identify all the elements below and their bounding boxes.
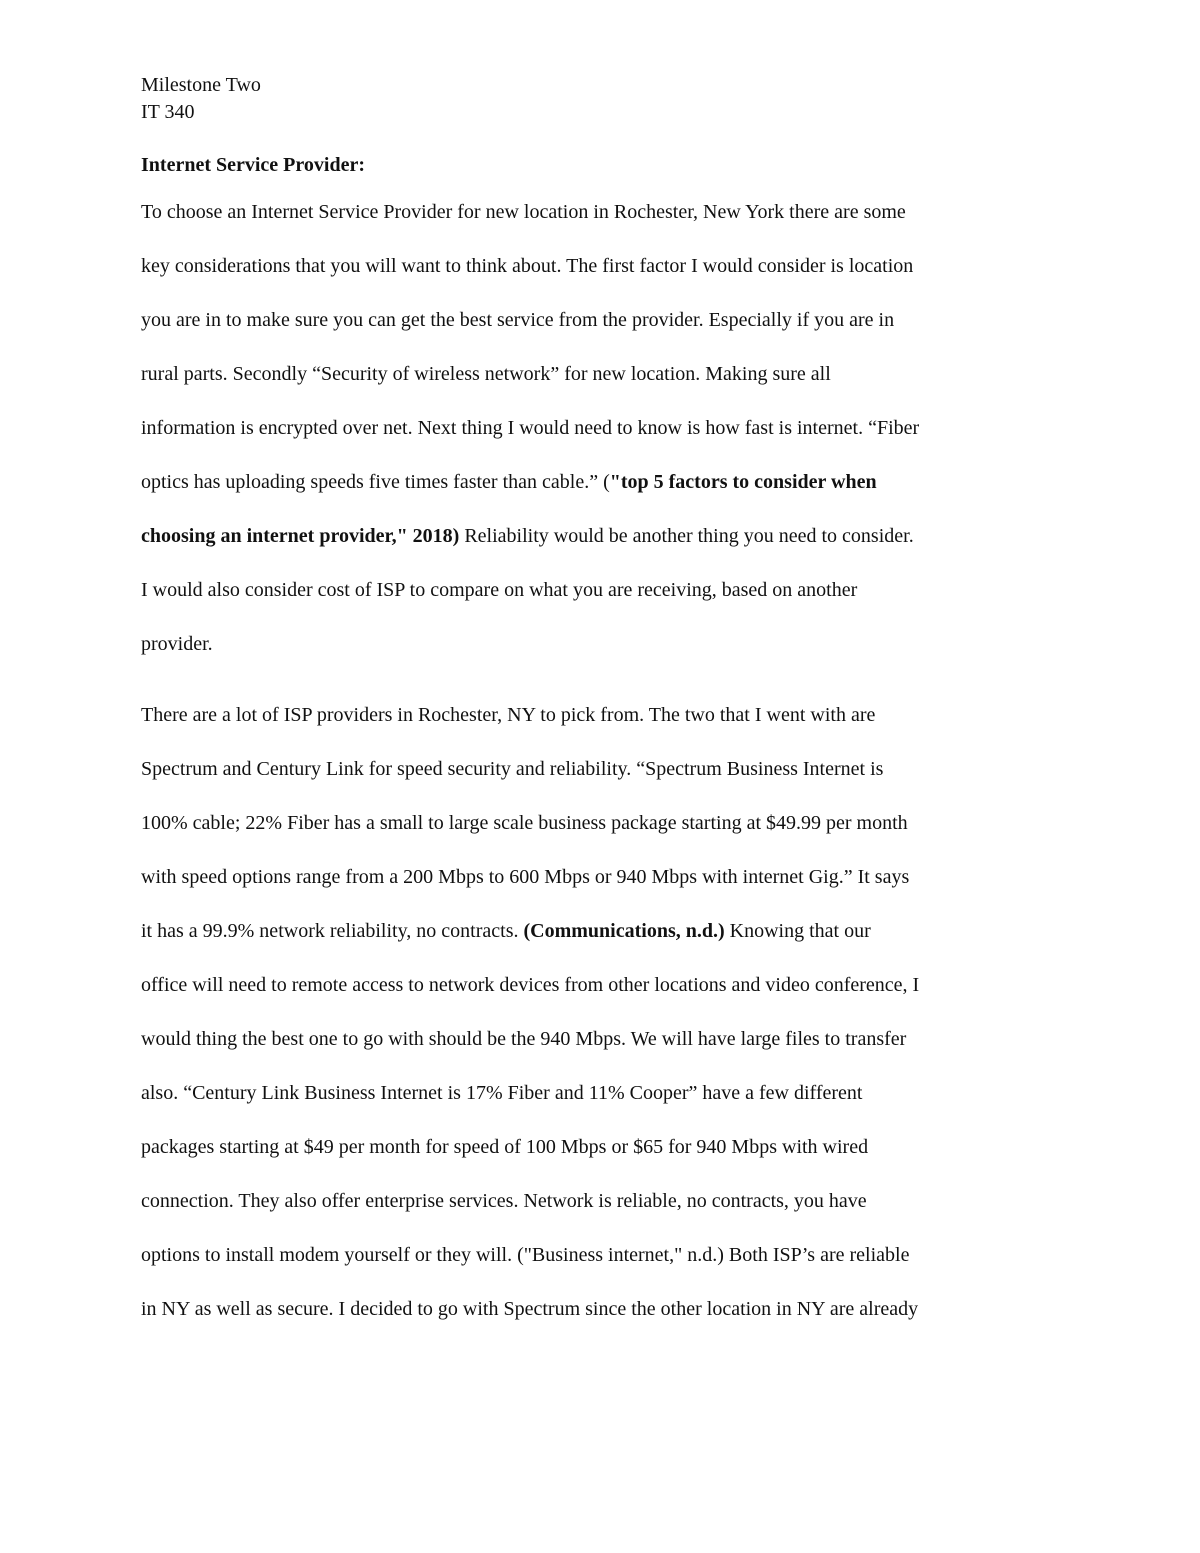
body-text-segment: rural parts. Secondly “Security of wireless network” for new location. Making sure all [141, 363, 831, 385]
text-line [141, 200, 906, 224]
text-line [141, 973, 919, 997]
text-line [141, 811, 908, 835]
text-line [141, 578, 857, 602]
text-line [141, 1189, 867, 1213]
body-text-segment: 100% cable; 22% Fiber has a small to large scale business package starting at $49.99 per month [141, 812, 908, 834]
text-line [141, 865, 909, 889]
text-line [141, 524, 914, 548]
body-text-segment: also. “Century Link Business Internet is 17% Fiber and 11% Cooper” have a few different [141, 1082, 863, 1104]
body-text-segment: Reliability would be another thing you need to consider. [459, 525, 914, 547]
text-line [141, 1081, 862, 1105]
body-text-segment: with speed options range from a 200 Mbps to 600 Mbps or 940 Mbps with internet Gig.” It says [141, 866, 910, 888]
body-text-segment: it has a 99.9% network reliability, no contracts. [141, 920, 524, 942]
text-line [141, 1027, 906, 1051]
body-text-segment: packages starting at $49 per month for speed of 100 Mbps or $65 for 940 Mbps with wired [141, 1136, 869, 1158]
text-line [141, 1297, 918, 1321]
body-text-segment: I would also consider cost of ISP to compare on what you are receiving, based on another [141, 579, 858, 601]
text-line [141, 757, 883, 781]
section-heading: Internet Service Provider: [141, 154, 365, 176]
text-line [141, 632, 213, 656]
body-text-segment: provider. [141, 633, 213, 655]
body-text-segment: key considerations that you will want to think about. The first factor I would consider is location [141, 255, 914, 277]
citation-text: "top 5 factors to consider when [609, 471, 877, 493]
body-text-segment: would thing the best one to go with should be the 940 Mbps. We will have large files to transfer [141, 1028, 907, 1050]
text-line [141, 703, 875, 727]
body-text-segment: There are a lot of ISP providers in Rochester, NY to pick from. The two that I went with are [141, 704, 876, 726]
text-line [141, 1243, 909, 1267]
body-text-segment: in NY as well as secure. I decided to go with Spectrum since the other location in NY are already [141, 1298, 919, 1320]
text-line [141, 1135, 868, 1159]
text-line [141, 919, 871, 943]
text-line [141, 470, 877, 494]
body-text-segment: information is encrypted over net. Next thing I would need to know is how fast is internet. “Fiber [141, 417, 920, 439]
text-line [141, 362, 831, 386]
citation-text: choosing an internet provider," 2018) [141, 525, 460, 547]
body-text-segment: Knowing that our [724, 920, 871, 942]
document-title: Milestone Two [141, 74, 261, 96]
body-text-segment: connection. They also offer enterprise services. Network is reliable, no contracts, you have [141, 1190, 867, 1212]
citation-text: (Communications, n.d.) [523, 920, 725, 942]
body-text-segment: you are in to make sure you can get the best service from the provider. Especially if you are in [141, 309, 895, 331]
body-text-segment: optics has uploading speeds five times faster than cable.” ( [141, 471, 610, 493]
text-line [141, 308, 894, 332]
document-page [141, 72, 1066, 1320]
body-text-segment: options to install modem yourself or they will. ("Business internet," n.d.) Both ISP’s are reliable [141, 1244, 910, 1266]
body-text-segment: office will need to remote access to network devices from other locations and video conference, I [141, 974, 920, 996]
course-code: IT 340 [141, 101, 195, 123]
text-line [141, 254, 913, 278]
body-text-segment: To choose an Internet Service Provider for new location in Rochester, New York there are some [141, 201, 906, 223]
text-line [141, 416, 919, 440]
body-text-segment: Spectrum and Century Link for speed security and reliability. “Spectrum Business Internet is [141, 758, 884, 780]
